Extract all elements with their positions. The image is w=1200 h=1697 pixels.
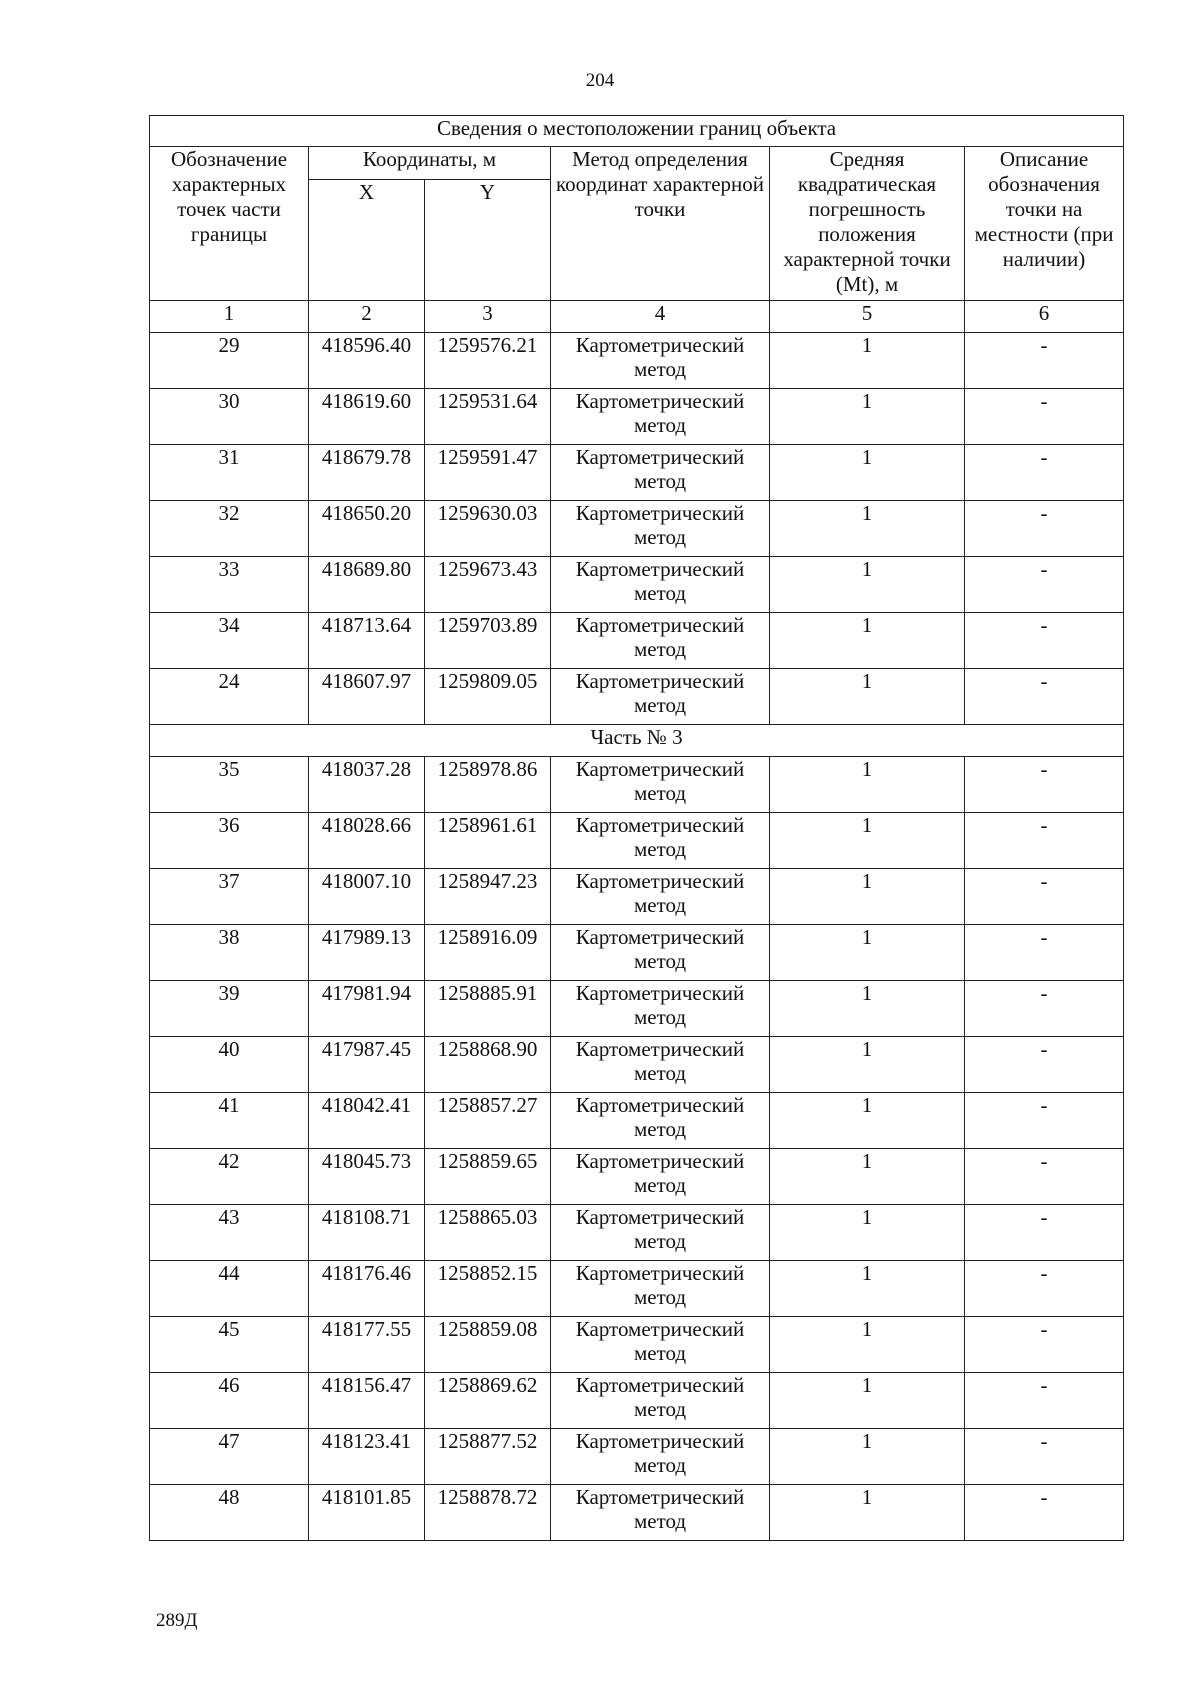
cell-description: - bbox=[965, 1261, 1124, 1317]
table-row bbox=[150, 557, 1124, 613]
cell-point: 37 bbox=[150, 869, 309, 925]
cell-point: 34 bbox=[150, 613, 309, 669]
column-number: 2 bbox=[309, 301, 425, 333]
cell-point: 36 bbox=[150, 813, 309, 869]
cell-description: - bbox=[965, 445, 1124, 501]
table-row bbox=[150, 813, 1124, 869]
header-method: Метод определения координат характерной точки bbox=[551, 147, 770, 301]
cell-description: - bbox=[965, 669, 1124, 725]
table-row bbox=[150, 333, 1124, 389]
cell-point: 31 bbox=[150, 445, 309, 501]
cell-point: 38 bbox=[150, 925, 309, 981]
cell-y: 1258947.23 bbox=[425, 869, 551, 925]
part-label: Часть № 3 bbox=[150, 725, 1124, 757]
cell-y: 1259703.89 bbox=[425, 613, 551, 669]
cell-error: 1 bbox=[770, 613, 965, 669]
cell-point: 43 bbox=[150, 1205, 309, 1261]
cell-description: - bbox=[965, 1485, 1124, 1541]
cell-method: Картометрический метод bbox=[551, 1317, 770, 1373]
cell-error: 1 bbox=[770, 925, 965, 981]
cell-point: 46 bbox=[150, 1373, 309, 1429]
rows-after-part bbox=[150, 757, 1124, 1541]
cell-x: 418028.66 bbox=[309, 813, 425, 869]
cell-x: 418596.40 bbox=[309, 333, 425, 389]
cell-x: 418156.47 bbox=[309, 1373, 425, 1429]
cell-description: - bbox=[965, 557, 1124, 613]
page-number: 204 bbox=[585, 70, 615, 91]
cell-method: Картометрический метод bbox=[551, 1485, 770, 1541]
cell-x: 418045.73 bbox=[309, 1149, 425, 1205]
cell-method: Картометрический метод bbox=[551, 869, 770, 925]
cell-point: 45 bbox=[150, 1317, 309, 1373]
cell-error: 1 bbox=[770, 1149, 965, 1205]
cell-method: Картометрический метод bbox=[551, 1205, 770, 1261]
cell-method: Картометрический метод bbox=[551, 501, 770, 557]
cell-x: 417981.94 bbox=[309, 981, 425, 1037]
cell-y: 1258852.15 bbox=[425, 1261, 551, 1317]
table-row bbox=[150, 1037, 1124, 1093]
cell-error: 1 bbox=[770, 1429, 965, 1485]
cell-y: 1258878.72 bbox=[425, 1485, 551, 1541]
table-row bbox=[150, 981, 1124, 1037]
cell-point: 40 bbox=[150, 1037, 309, 1093]
column-number: 3 bbox=[425, 301, 551, 333]
cell-y: 1259576.21 bbox=[425, 333, 551, 389]
cell-method: Картометрический метод bbox=[551, 1261, 770, 1317]
footer-code: 289Д bbox=[156, 1610, 198, 1631]
cell-y: 1259630.03 bbox=[425, 501, 551, 557]
table-row bbox=[150, 1261, 1124, 1317]
table-row bbox=[150, 1429, 1124, 1485]
cell-point: 33 bbox=[150, 557, 309, 613]
cell-error: 1 bbox=[770, 389, 965, 445]
cell-description: - bbox=[965, 333, 1124, 389]
table-header bbox=[150, 116, 1124, 333]
cell-x: 418650.20 bbox=[309, 501, 425, 557]
cell-method: Картометрический метод bbox=[551, 757, 770, 813]
column-number: 4 bbox=[551, 301, 770, 333]
cell-point: 47 bbox=[150, 1429, 309, 1485]
cell-description: - bbox=[965, 1317, 1124, 1373]
cell-error: 1 bbox=[770, 333, 965, 389]
header-point: Обозначение характерных точек части границы bbox=[150, 147, 309, 301]
cell-x: 418177.55 bbox=[309, 1317, 425, 1373]
table-row bbox=[150, 501, 1124, 557]
cell-description: - bbox=[965, 1429, 1124, 1485]
cell-method: Картометрический метод bbox=[551, 1093, 770, 1149]
cell-description: - bbox=[965, 1205, 1124, 1261]
cell-x: 418619.60 bbox=[309, 389, 425, 445]
cell-point: 44 bbox=[150, 1261, 309, 1317]
cell-description: - bbox=[965, 1149, 1124, 1205]
cell-method: Картометрический метод bbox=[551, 1373, 770, 1429]
cell-error: 1 bbox=[770, 981, 965, 1037]
cell-description: - bbox=[965, 389, 1124, 445]
cell-method: Картометрический метод bbox=[551, 389, 770, 445]
cell-y: 1258978.86 bbox=[425, 757, 551, 813]
cell-y: 1258859.65 bbox=[425, 1149, 551, 1205]
cell-y: 1258869.62 bbox=[425, 1373, 551, 1429]
table-row bbox=[150, 925, 1124, 981]
cell-x: 418007.10 bbox=[309, 869, 425, 925]
cell-description: - bbox=[965, 869, 1124, 925]
cell-y: 1259809.05 bbox=[425, 669, 551, 725]
table-row bbox=[150, 613, 1124, 669]
table-row bbox=[150, 1485, 1124, 1541]
table-row bbox=[150, 1093, 1124, 1149]
cell-description: - bbox=[965, 757, 1124, 813]
cell-description: - bbox=[965, 501, 1124, 557]
cell-x: 418042.41 bbox=[309, 1093, 425, 1149]
table-row bbox=[150, 757, 1124, 813]
cell-x: 418037.28 bbox=[309, 757, 425, 813]
cell-method: Картометрический метод bbox=[551, 333, 770, 389]
cell-error: 1 bbox=[770, 445, 965, 501]
cell-y: 1258916.09 bbox=[425, 925, 551, 981]
cell-y: 1258877.52 bbox=[425, 1429, 551, 1485]
header-y: Y bbox=[425, 180, 551, 301]
cell-method: Картометрический метод bbox=[551, 613, 770, 669]
boundary-table bbox=[149, 115, 1124, 1541]
cell-x: 418689.80 bbox=[309, 557, 425, 613]
column-number: 1 bbox=[150, 301, 309, 333]
cell-description: - bbox=[965, 813, 1124, 869]
cell-x: 418679.78 bbox=[309, 445, 425, 501]
cell-error: 1 bbox=[770, 1485, 965, 1541]
cell-point: 24 bbox=[150, 669, 309, 725]
cell-y: 1259673.43 bbox=[425, 557, 551, 613]
cell-method: Картометрический метод bbox=[551, 445, 770, 501]
cell-error: 1 bbox=[770, 501, 965, 557]
table-row bbox=[150, 1149, 1124, 1205]
cell-error: 1 bbox=[770, 1205, 965, 1261]
cell-method: Картометрический метод bbox=[551, 1037, 770, 1093]
cell-error: 1 bbox=[770, 1261, 965, 1317]
cell-error: 1 bbox=[770, 813, 965, 869]
header-coords: Координаты, м bbox=[309, 147, 551, 180]
rows-before-part bbox=[150, 333, 1124, 725]
header-error: Средняя квадратическая погрешность положения характерной точки (Mt), м bbox=[770, 147, 965, 301]
cell-error: 1 bbox=[770, 1037, 965, 1093]
cell-method: Картометрический метод bbox=[551, 813, 770, 869]
cell-description: - bbox=[965, 1373, 1124, 1429]
cell-description: - bbox=[965, 925, 1124, 981]
cell-y: 1258865.03 bbox=[425, 1205, 551, 1261]
cell-y: 1258885.91 bbox=[425, 981, 551, 1037]
table-row bbox=[150, 869, 1124, 925]
cell-y: 1259531.64 bbox=[425, 389, 551, 445]
cell-method: Картометрический метод bbox=[551, 981, 770, 1037]
cell-error: 1 bbox=[770, 757, 965, 813]
cell-error: 1 bbox=[770, 557, 965, 613]
cell-method: Картометрический метод bbox=[551, 557, 770, 613]
cell-description: - bbox=[965, 1037, 1124, 1093]
cell-method: Картометрический метод bbox=[551, 925, 770, 981]
cell-x: 418108.71 bbox=[309, 1205, 425, 1261]
cell-x: 418123.41 bbox=[309, 1429, 425, 1485]
table-row bbox=[150, 1317, 1124, 1373]
table-row bbox=[150, 445, 1124, 501]
header-description: Описание обозначения точки на местности (при наличии) bbox=[965, 147, 1124, 301]
cell-error: 1 bbox=[770, 1093, 965, 1149]
column-numbers-row bbox=[150, 301, 1124, 333]
table-row bbox=[150, 389, 1124, 445]
cell-error: 1 bbox=[770, 669, 965, 725]
cell-method: Картометрический метод bbox=[551, 1149, 770, 1205]
cell-x: 417989.13 bbox=[309, 925, 425, 981]
cell-y: 1258868.90 bbox=[425, 1037, 551, 1093]
header-x: X bbox=[309, 180, 425, 301]
cell-x: 418101.85 bbox=[309, 1485, 425, 1541]
cell-point: 48 bbox=[150, 1485, 309, 1541]
cell-y: 1258961.61 bbox=[425, 813, 551, 869]
cell-method: Картометрический метод bbox=[551, 669, 770, 725]
cell-description: - bbox=[965, 613, 1124, 669]
cell-description: - bbox=[965, 1093, 1124, 1149]
table-title: Сведения о местоположении границ объекта bbox=[150, 116, 1124, 147]
cell-description: - bbox=[965, 981, 1124, 1037]
cell-x: 417987.45 bbox=[309, 1037, 425, 1093]
cell-point: 29 bbox=[150, 333, 309, 389]
column-number: 6 bbox=[965, 301, 1124, 333]
cell-method: Картометрический метод bbox=[551, 1429, 770, 1485]
cell-y: 1258859.08 bbox=[425, 1317, 551, 1373]
cell-point: 39 bbox=[150, 981, 309, 1037]
cell-x: 418607.97 bbox=[309, 669, 425, 725]
table-row bbox=[150, 669, 1124, 725]
cell-error: 1 bbox=[770, 869, 965, 925]
cell-error: 1 bbox=[770, 1317, 965, 1373]
table-row bbox=[150, 1205, 1124, 1261]
cell-point: 42 bbox=[150, 1149, 309, 1205]
cell-point: 41 bbox=[150, 1093, 309, 1149]
cell-y: 1259591.47 bbox=[425, 445, 551, 501]
cell-x: 418176.46 bbox=[309, 1261, 425, 1317]
cell-point: 32 bbox=[150, 501, 309, 557]
table-row bbox=[150, 1373, 1124, 1429]
cell-x: 418713.64 bbox=[309, 613, 425, 669]
column-number: 5 bbox=[770, 301, 965, 333]
part-section bbox=[150, 725, 1124, 757]
cell-error: 1 bbox=[770, 1373, 965, 1429]
cell-point: 35 bbox=[150, 757, 309, 813]
cell-point: 30 bbox=[150, 389, 309, 445]
cell-y: 1258857.27 bbox=[425, 1093, 551, 1149]
